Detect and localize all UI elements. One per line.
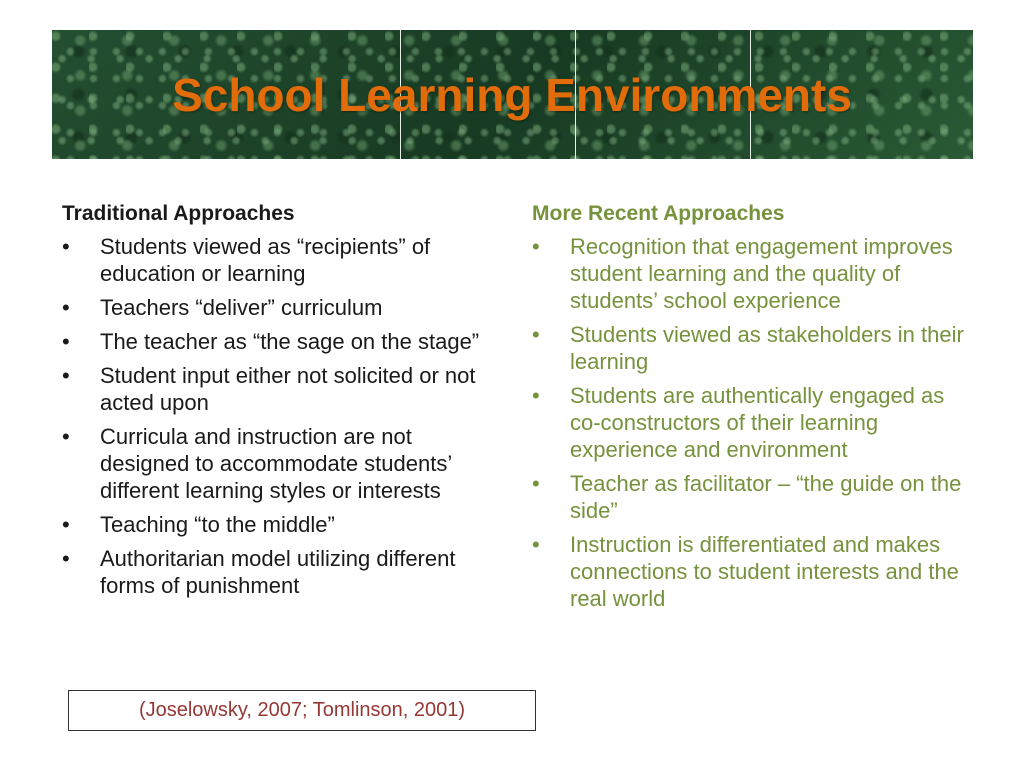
- list-item-text: Instruction is differentiated and makes connections to student interests and the real world: [570, 532, 959, 611]
- list-item-text: Students viewed as “recipients” of education or learning: [100, 234, 431, 286]
- bullet-icon: •: [62, 295, 70, 320]
- slide-title: School Learning Environments: [172, 69, 852, 121]
- list-item: [62, 362, 492, 416]
- column-heading: More Recent Approaches: [532, 202, 785, 225]
- list-item: [62, 545, 492, 599]
- column-heading: Traditional Approaches: [62, 202, 295, 225]
- bullet-icon: •: [62, 424, 70, 449]
- list-item: [62, 423, 492, 504]
- bullet-icon: •: [62, 329, 70, 354]
- citation-box: [68, 690, 536, 731]
- list-item: [532, 382, 972, 463]
- bullet-icon: •: [62, 546, 70, 571]
- list-item: [62, 511, 492, 538]
- list-item: [532, 470, 972, 524]
- bullet-list: [62, 233, 492, 599]
- list-item: [532, 321, 972, 375]
- list-item-text: Teacher as facilitator – “the guide on the side”: [570, 471, 962, 523]
- list-item-text: Curricula and instruction are not designed to accommodate students’ different learning styles or interests: [100, 424, 452, 503]
- list-item-text: Authoritarian model utilizing different forms of punishment: [100, 546, 456, 598]
- bullet-icon: •: [62, 512, 70, 537]
- list-item-text: Teachers “deliver” curriculum: [100, 295, 383, 320]
- list-item-text: Recognition that engagement improves student learning and the quality of students’ school experience: [570, 234, 953, 313]
- bullet-icon: •: [62, 363, 70, 388]
- bullet-icon: •: [532, 471, 540, 496]
- bullet-icon: •: [532, 383, 540, 408]
- bullet-icon: •: [532, 322, 540, 347]
- list-item: [532, 531, 972, 612]
- list-item: [62, 328, 492, 355]
- list-item: [532, 233, 972, 314]
- list-item-text: The teacher as “the sage on the stage”: [100, 329, 480, 354]
- citation-text: (Joselowsky, 2007; Tomlinson, 2001): [138, 699, 466, 721]
- list-item-text: Students are authentically engaged as co-constructors of their learning experience and environment: [570, 383, 945, 462]
- list-item-text: Students viewed as stakeholders in their learning: [570, 322, 964, 374]
- list-item-text: Teaching “to the middle”: [100, 512, 335, 537]
- bullet-list: [532, 233, 972, 612]
- bullet-icon: •: [532, 234, 540, 259]
- recent-approaches-column: [532, 200, 972, 619]
- bullet-icon: •: [62, 234, 70, 259]
- list-item: [62, 233, 492, 287]
- traditional-approaches-column: [62, 200, 492, 606]
- bullet-icon: •: [532, 532, 540, 557]
- list-item: [62, 294, 492, 321]
- list-item-text: Student input either not solicited or not acted upon: [100, 363, 476, 415]
